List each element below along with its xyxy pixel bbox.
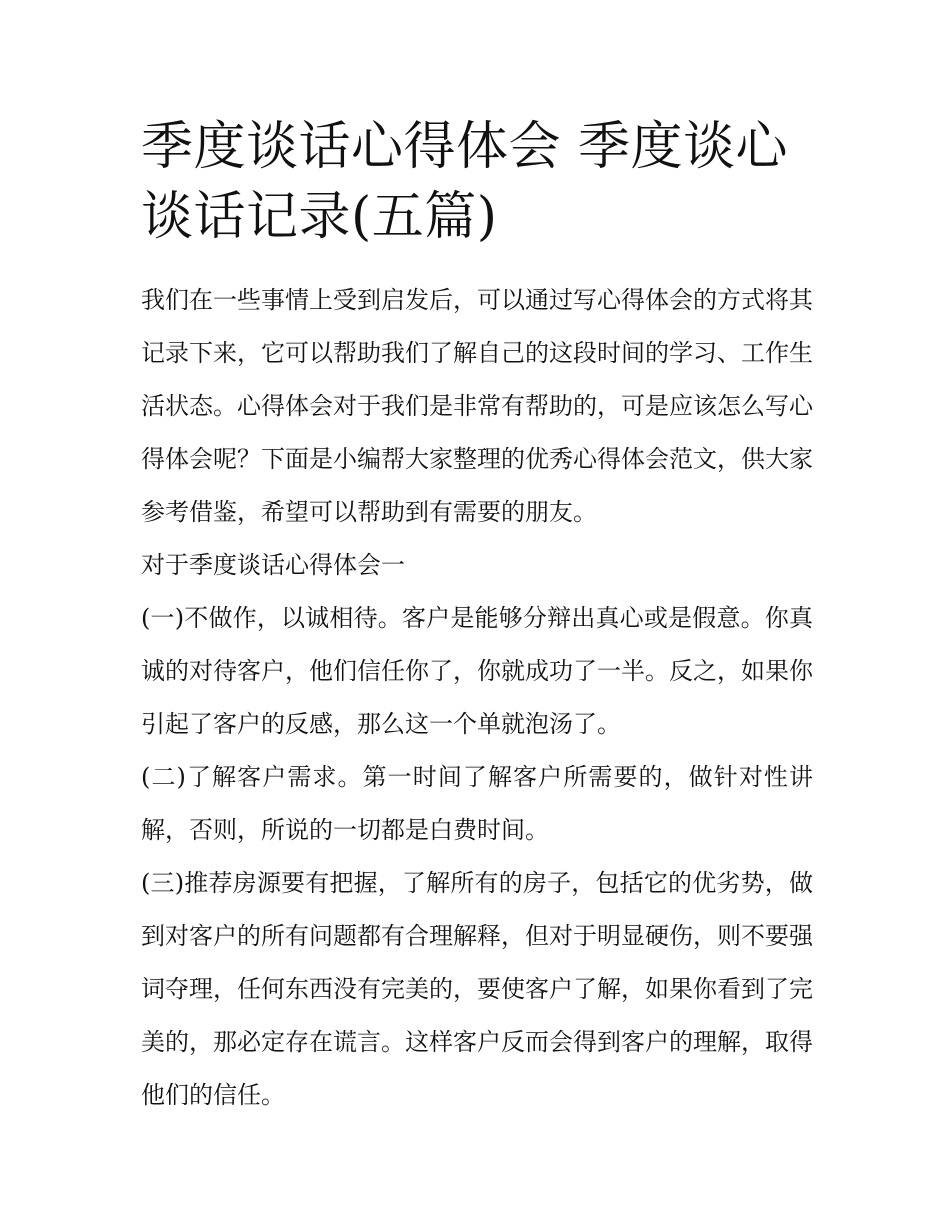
document-content [141,112,813,1122]
point-paragraph-1: (一)不做作，以诚相待。客户是能够分辩出真心或是假意。你真诚的对待客户，他们信任你了，你就成功了一半。反之，如果你引起了客户的反感，那么这一个单就泡汤了。 [141,604,813,738]
section-heading: 对于季度谈话心得体会一 [141,551,405,579]
point-paragraph-3: (三)推荐房源要有把握，了解所有的房子，包括它的优劣势，做到对客户的所有问题都有合理解释，但对于明显硬伤，则不要强词夺理，任何东西没有完美的，要使客户了解，如果你看到了完美的，那必定存在谎言。这样客户反而会得到客户的理解，取得他们的信任。 [141,869,813,1109]
intro-paragraph: 我们在一些事情上受到启发后，可以通过写心得体会的方式将其记录下来，它可以帮助我们了解自己的这段时间的学习、工作生活状态。心得体会对于我们是非常有帮助的，可是应该怎么写心得体会呢？下面是小编帮大家整理的优秀心得体会范文，供大家参考借鉴，希望可以帮助到有需要的朋友。 [141,286,813,526]
point-paragraph-2: (二)了解客户需求。第一时间了解客户所需要的，做针对性讲解，否则，所说的一切都是白费时间。 [141,763,813,844]
document-title: 季度谈话心得体会 季度谈心谈话记录(五篇) [141,117,789,247]
